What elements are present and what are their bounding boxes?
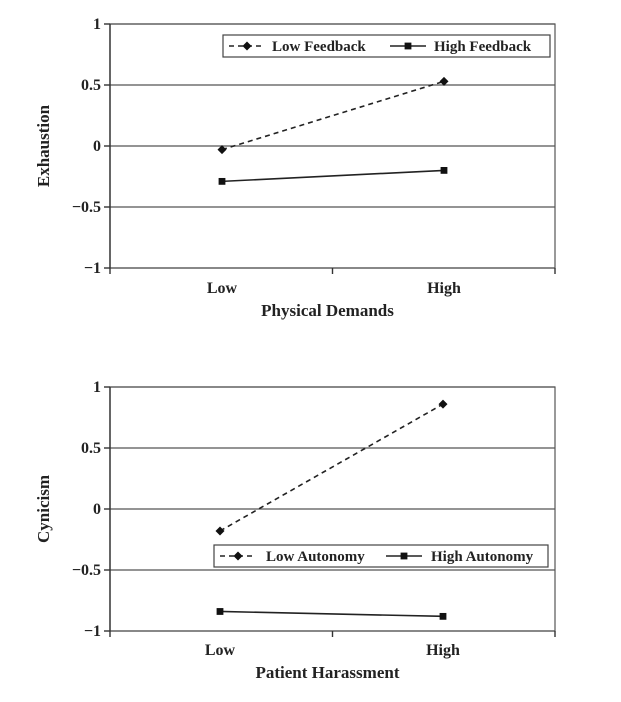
legend-label-high-feedback: High Feedback: [434, 39, 532, 55]
y-tick-label: −0.5: [71, 199, 101, 216]
y-tick-label: 1: [93, 379, 101, 396]
y-tick-label: −0.5: [71, 562, 101, 579]
series-low-feedback: [218, 77, 449, 154]
data-point: [217, 608, 224, 615]
x-tick-label: High: [427, 280, 461, 297]
legend: [223, 35, 550, 57]
y-tick-label: −1: [83, 623, 101, 640]
x-axis-label: Physical Demands: [261, 301, 394, 320]
y-axis-label: Exhaustion: [34, 104, 53, 188]
chart-exhaustion: [34, 16, 555, 320]
data-point: [219, 178, 226, 185]
gridlines: [104, 387, 555, 637]
data-point: [439, 400, 448, 409]
y-tick-labels: [72, 379, 101, 640]
chart-cynicism: [34, 379, 555, 682]
y-tick-label: 0: [93, 138, 101, 155]
series-line: [220, 404, 443, 531]
series-line: [220, 611, 443, 616]
y-tick-label: 0.5: [81, 77, 101, 94]
legend-marker: [405, 43, 412, 50]
y-tick-label: 1: [93, 16, 101, 33]
x-axis-label: Patient Harassment: [255, 663, 400, 682]
x-tick-label: Low: [206, 280, 238, 297]
y-tick-label: 0: [93, 501, 101, 518]
y-tick-labels: [72, 16, 101, 277]
y-tick-label: 0.5: [81, 440, 101, 457]
data-point: [440, 613, 447, 620]
legend-label-high-autonomy: High Autonomy: [431, 549, 534, 565]
x-tick-label: High: [426, 642, 460, 659]
data-point: [216, 526, 225, 535]
y-tick-label: −1: [83, 260, 101, 277]
series-low-autonomy: [216, 400, 448, 536]
series-high-feedback: [219, 167, 448, 185]
series-line: [222, 170, 444, 181]
gridlines: [104, 24, 555, 274]
legend-marker: [401, 553, 408, 560]
x-tick-label: Low: [204, 642, 236, 659]
y-axis-label: Cynicism: [34, 475, 53, 543]
data-point: [441, 167, 448, 174]
legend-label-low-autonomy: Low Autonomy: [266, 549, 365, 565]
series-high-autonomy: [217, 608, 447, 620]
legend: [214, 545, 548, 567]
series-line: [222, 81, 444, 149]
legend-label-low-feedback: Low Feedback: [272, 39, 366, 55]
